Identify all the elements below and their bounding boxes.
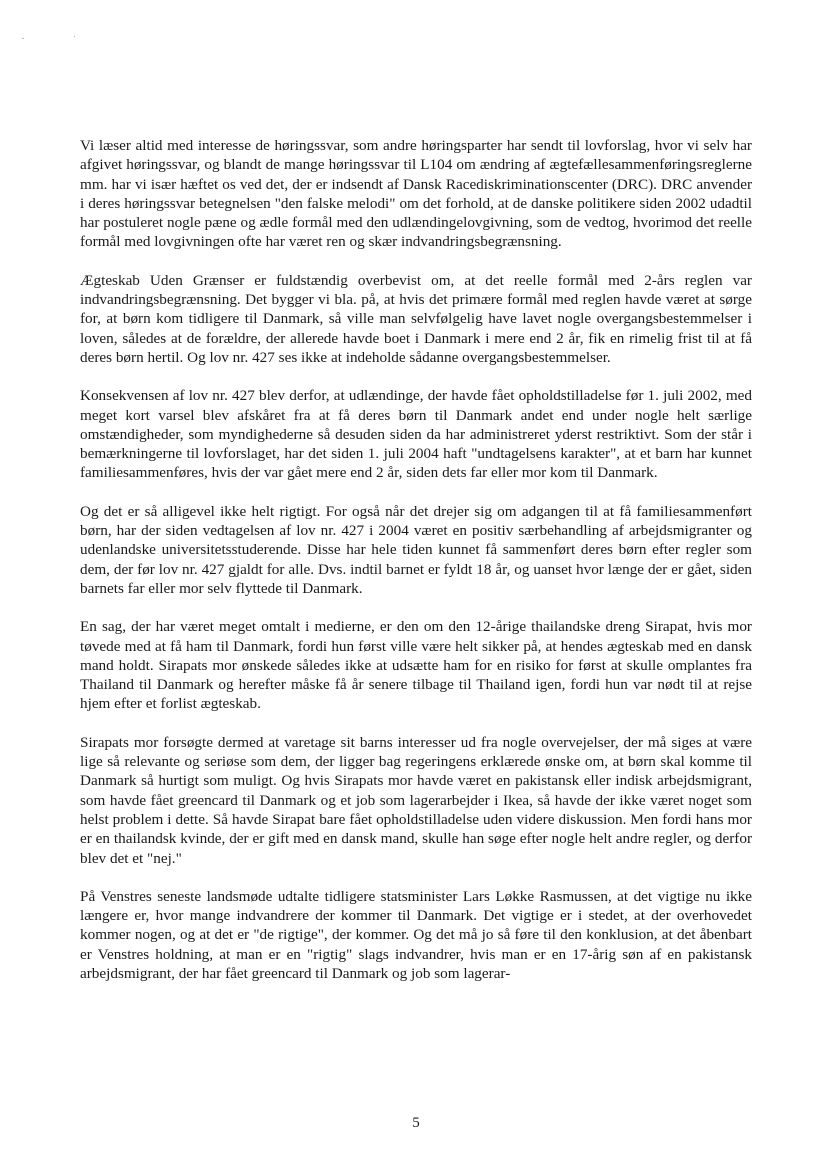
paragraph-6: Sirapats mor forsøgte dermed at varetage sit barns interesser ud fra nogle overvejelser, der må siges at være lige så relevante og seriøse som dem, der ligger bag regeringens erklærede ønske om, at børn skal komme til Danmark så hurtigt som muligt. Og hvis Sirapats mor havde været en pakistansk eller indisk arbejdsmigrant, som havde fået greencard til Danmark og et job som lagerarbejder i Ikea, så havde der ikke været noget som helst problem i dette. Så havde Sirapat bare fået opholdstilladelse uden videre diskussion. Men fordi hans mor er en thailandsk kvinde, der er gift med en dansk mand, skulle han søge efter nogle helt andre regler, og derfor blev det et "nej." [80, 733, 752, 867]
body-text [80, 136, 752, 1002]
paragraph-2: Ægteskab Uden Grænser er fuldstændig overbevist om, at det reelle formål med 2-års reglen var indvandringsbegrænsning. Det bygger vi bla. på, at hvis det primære formål med reglen havde været at sørge for, at børn kom tidligere til Danmark, så ville man selvfølgelig have lavet nogle overgangsbestemmelser i loven, således at de forældre, der allerede havde boet i Danmark i mere end 2 år, fik en rimelig frist til at få deres børn hertil. Og lov nr. 427 ses ikke at indeholde sådanne overgangsbestemmelser. [80, 271, 752, 366]
paragraph-4: Og det er så alligevel ikke helt rigtigt. For også når det drejer sig om adgangen til at få familiesammenført børn, har der siden vedtagelsen af lov nr. 427 i 2004 været en positiv særbehandling af arbejdsmigranter og udenlandske universitetsstuderende. Disse har hele tiden kunnet få sammenført deres børn efter regler som dem, der før lov nr. 427 gjaldt for alle. Dvs. indtil barnet er fyldt 18 år, og uanset hvor længe der er gået, siden barnets far eller mor selv flyttede til Danmark. [80, 502, 752, 597]
paragraph-7: På Venstres seneste landsmøde udtalte tidligere statsminister Lars Løkke Rasmussen, at det vigtige nu ikke længere er, hvor mange indvandrere der kommer til Danmark. Det vigtige er i stedet, at der overhovedet kommer nogen, og at det er "de rigtige", der kommer. Og det må jo så føre til den konklusion, at det åbenbart er Venstres holdning, at man er en "rigtig" slags indvandrer, hvis man er en 17-årig søn af en pakistansk arbejdsmigrant, der har fået greencard til Danmark og job som lagerar- [80, 887, 752, 982]
page-number: 5 [412, 1115, 420, 1131]
paragraph-3: Konsekvensen af lov nr. 427 blev derfor, at udlændinge, der havde fået opholdstilladelse før 1. juli 2002, med meget kort varsel blev afskåret fra at få deres børn til Danmark andet end under nogle helt særlige omstændigheder, som myndighederne så desuden siden da har administreret yderst restriktivt. Som der står i bemærkningerne til lovforslaget, har det siden 1. juli 2004 haft "undtagelsens karakter", at et barn har kunnet familiesammenføres, hvis der var gået mere end 2 år, siden dets far eller mor kom til Danmark. [80, 387, 752, 482]
paragraph-5: En sag, der har været meget omtalt i medierne, er den om den 12-årige thailandske dreng Sirapat, hvis mor tøvede med at få ham til Danmark, fordi hun først ville være helt sikker på, at hendes ægteskab med en dansk mand holdt. Sirapats mor ønskede således ikke at udsætte ham for en risiko for først at skulle omplantes fra Thailand til Danmark og herefter måske få år senere tilbage til Thailand igen, fordi hun var nødt til at rejse hjem efter et forlist ægteskab. [80, 618, 752, 713]
paragraph-1: Vi læser altid med interesse de høringssvar, som andre høringsparter har sendt til lovforslag, hvor vi selv har afgivet høringssvar, og blandt de mange høringssvar til L104 om ændring af ægtefællesammenføringsreglerne mm. har vi især hæftet os ved det, der er indsendt af Dansk Racediskriminationscenter (DRC). DRC anvender i deres høringssvar betegnelsen "den falske melodi" om det forhold, at de danske politikere siden 2002 udadtil har postuleret nogle pæne og ædle formål med den udlændingelovgivning, som de vedtog, hvorimod det reelle formål med lovgivningen ofte har været ren og skær indvandringsbegrænsning. [80, 137, 752, 251]
scan-speck [74, 36, 75, 37]
scan-speck [22, 38, 24, 39]
